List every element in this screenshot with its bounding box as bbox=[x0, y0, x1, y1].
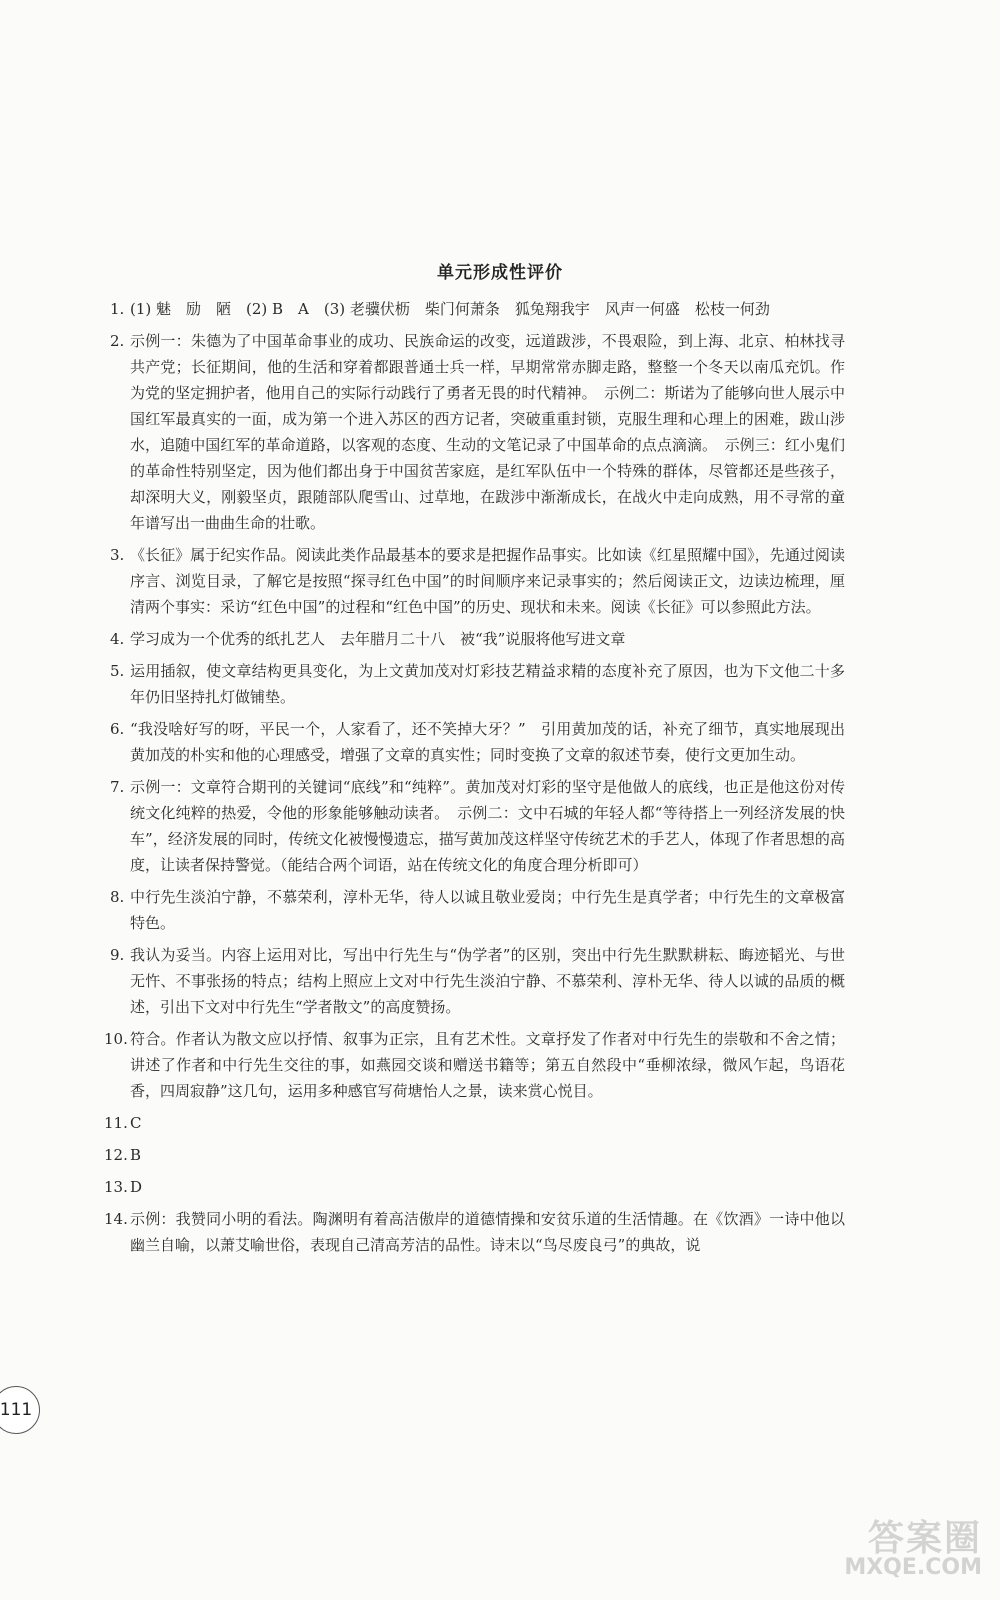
answer-number: 2. bbox=[110, 332, 125, 350]
answer-text: B bbox=[130, 1146, 142, 1164]
answer-number: 6. bbox=[110, 720, 125, 738]
answer-item-1 bbox=[110, 296, 845, 322]
answer-number: 12. bbox=[104, 1146, 128, 1164]
answer-item-12 bbox=[104, 1142, 845, 1168]
answer-text: 学习成为一个优秀的纸扎艺人 去年腊月二十八 被“我”说服将他写进文章 bbox=[130, 630, 626, 648]
watermark-url: MXQE.COM bbox=[844, 1555, 982, 1580]
answer-number: 4. bbox=[110, 630, 125, 648]
answer-item-11 bbox=[104, 1110, 845, 1136]
answer-item-14 bbox=[104, 1206, 845, 1258]
answer-item-3 bbox=[110, 542, 845, 620]
answer-item-6 bbox=[110, 716, 845, 768]
page-number: 111 bbox=[0, 1386, 40, 1434]
watermark-logo bbox=[807, 1510, 982, 1580]
answer-text: 运用插叙，使文章结构更具变化，为上文黄加茂对灯彩技艺精益求精的态度补充了原因，也为下文他二十多年仍旧坚持扎灯做铺垫。 bbox=[130, 662, 845, 706]
answer-item-4 bbox=[110, 626, 845, 652]
answer-number: 5. bbox=[110, 662, 125, 680]
answer-item-5 bbox=[110, 658, 845, 710]
answer-number: 14. bbox=[104, 1210, 128, 1228]
answer-text: 《长征》属于纪实作品。阅读此类作品最基本的要求是把握作品事实。比如读《红星照耀中国》，先通过阅读序言、浏览目录，了解它是按照“探寻红色中国”的时间顺序来记录事实的；然后阅读正文，边读边梳理，厘清两个事实：采访“红色中国”的过程和“红色中国”的历史、现状和未来。阅读《长征》可以参照此方法。 bbox=[130, 546, 845, 616]
answer-text: 我认为妥当。内容上运用对比，写出中行先生与“伪学者”的区别，突出中行先生默默耕耘、晦迹韬光、与世无忤、不事张扬的特点；结构上照应上文对中行先生淡泊宁静、不慕荣利、淳朴无华、待人以诚的品质的概述，引出下文对中行先生“学者散文”的高度赞扬。 bbox=[130, 946, 845, 1016]
answer-number: 13. bbox=[104, 1178, 128, 1196]
answer-number: 11. bbox=[104, 1114, 128, 1132]
answer-number: 7. bbox=[110, 778, 125, 796]
answer-item-13 bbox=[104, 1174, 845, 1200]
answer-text: “我没啥好写的呀，平民一个，人家看了，还不笑掉大牙？” 引用黄加茂的话，补充了细节，真实地展现出黄加茂的朴实和他的心理感受，增强了文章的真实性；同时变换了文章的叙述节奏，使行文更加生动。 bbox=[130, 720, 845, 764]
answer-text: D bbox=[130, 1178, 143, 1196]
answer-text: 中行先生淡泊宁静，不慕荣利，淳朴无华，待人以诚且敬业爱岗；中行先生是真学者；中行先生的文章极富特色。 bbox=[130, 888, 845, 932]
answer-text: 示例：我赞同小明的看法。陶渊明有着高洁傲岸的道德情操和安贫乐道的生活情趣。在《饮酒》一诗中他以幽兰自喻，以萧艾喻世俗，表现自己清高芳洁的品性。诗末以“鸟尽废良弓”的典故，说 bbox=[130, 1210, 845, 1254]
answer-item-10 bbox=[104, 1026, 845, 1104]
answer-number: 3. bbox=[110, 546, 125, 564]
answer-text: C bbox=[130, 1114, 142, 1132]
answer-text: 示例一：文章符合期刊的关键词“底线”和“纯粹”。黄加茂对灯彩的坚守是他做人的底线，也正是他这份对传统文化纯粹的热爱，令他的形象能够触动读者。 示例二：文中石城的年轻人都“等待搭上一列经济发展的快车”，经济发展的同时，传统文化被慢慢遗忘，描写黄加茂这样坚守传统艺术的手艺人，体现了作者思想的高度，让读者保持警觉。（能结合两个词语，站在传统文化的角度合理分析即可） bbox=[130, 778, 845, 874]
answer-number: 8. bbox=[110, 888, 125, 906]
watermark-title: 答案圈 bbox=[867, 1518, 982, 1559]
answer-text: (1) 魅 励 陋 (2) B A (3) 老骥伏枥 柴门何萧条 狐兔翔我宇 风声一何盛 松枝一何劲 bbox=[130, 300, 770, 318]
answer-item-7 bbox=[110, 774, 845, 878]
answer-text: 示例一：朱德为了中国革命事业的成功、民族命运的改变，远道跋涉，不畏艰险，到上海、北京、柏林找寻共产党；长征期间，他的生活和穿着都跟普通士兵一样，早期常常赤脚走路，整整一个冬天以南瓜充饥。作为党的坚定拥护者，他用自己的实际行动践行了勇者无畏的时代精神。 示例二：斯诺为了能够向世人展示中国红军最真实的一面，成为第一个进入苏区的西方记者，突破重重封锁，克服生理和心理上的困难，跋山涉水，追随中国红军的革命道路，以客观的态度、生动的文笔记录了中国革命的点点滴滴。 示例三：红小鬼们的革命性特别坚定，因为他们都出身于中国贫苦家庭，是红军队伍中一个特殊的群体，尽管都还是些孩子，却深明大义，刚毅坚贞，跟随部队爬雪山、过草地，在跋涉中渐渐成长，在战火中走向成熟，用不寻常的童年谱写出一曲曲生命的壮歌。 bbox=[130, 332, 845, 532]
answer-item-9 bbox=[110, 942, 845, 1020]
answer-number: 9. bbox=[110, 946, 125, 964]
answer-item-8 bbox=[110, 884, 845, 936]
answer-number: 10. bbox=[104, 1030, 128, 1048]
answer-item-2 bbox=[110, 328, 845, 536]
answer-number: 1. bbox=[110, 300, 125, 318]
answer-text: 符合。作者认为散文应以抒情、叙事为正宗，且有艺术性。文章抒发了作者对中行先生的崇敬和不舍之情；讲述了作者和中行先生交往的事，如燕园交谈和赠送书籍等；第五自然段中“垂柳浓绿，微风乍起，鸟语花香，四周寂静”这几句，运用多种感官写荷塘怡人之景，读来赏心悦目。 bbox=[130, 1030, 845, 1100]
page-title: 单元形成性评价 bbox=[437, 263, 563, 283]
answer-list bbox=[104, 296, 845, 1264]
